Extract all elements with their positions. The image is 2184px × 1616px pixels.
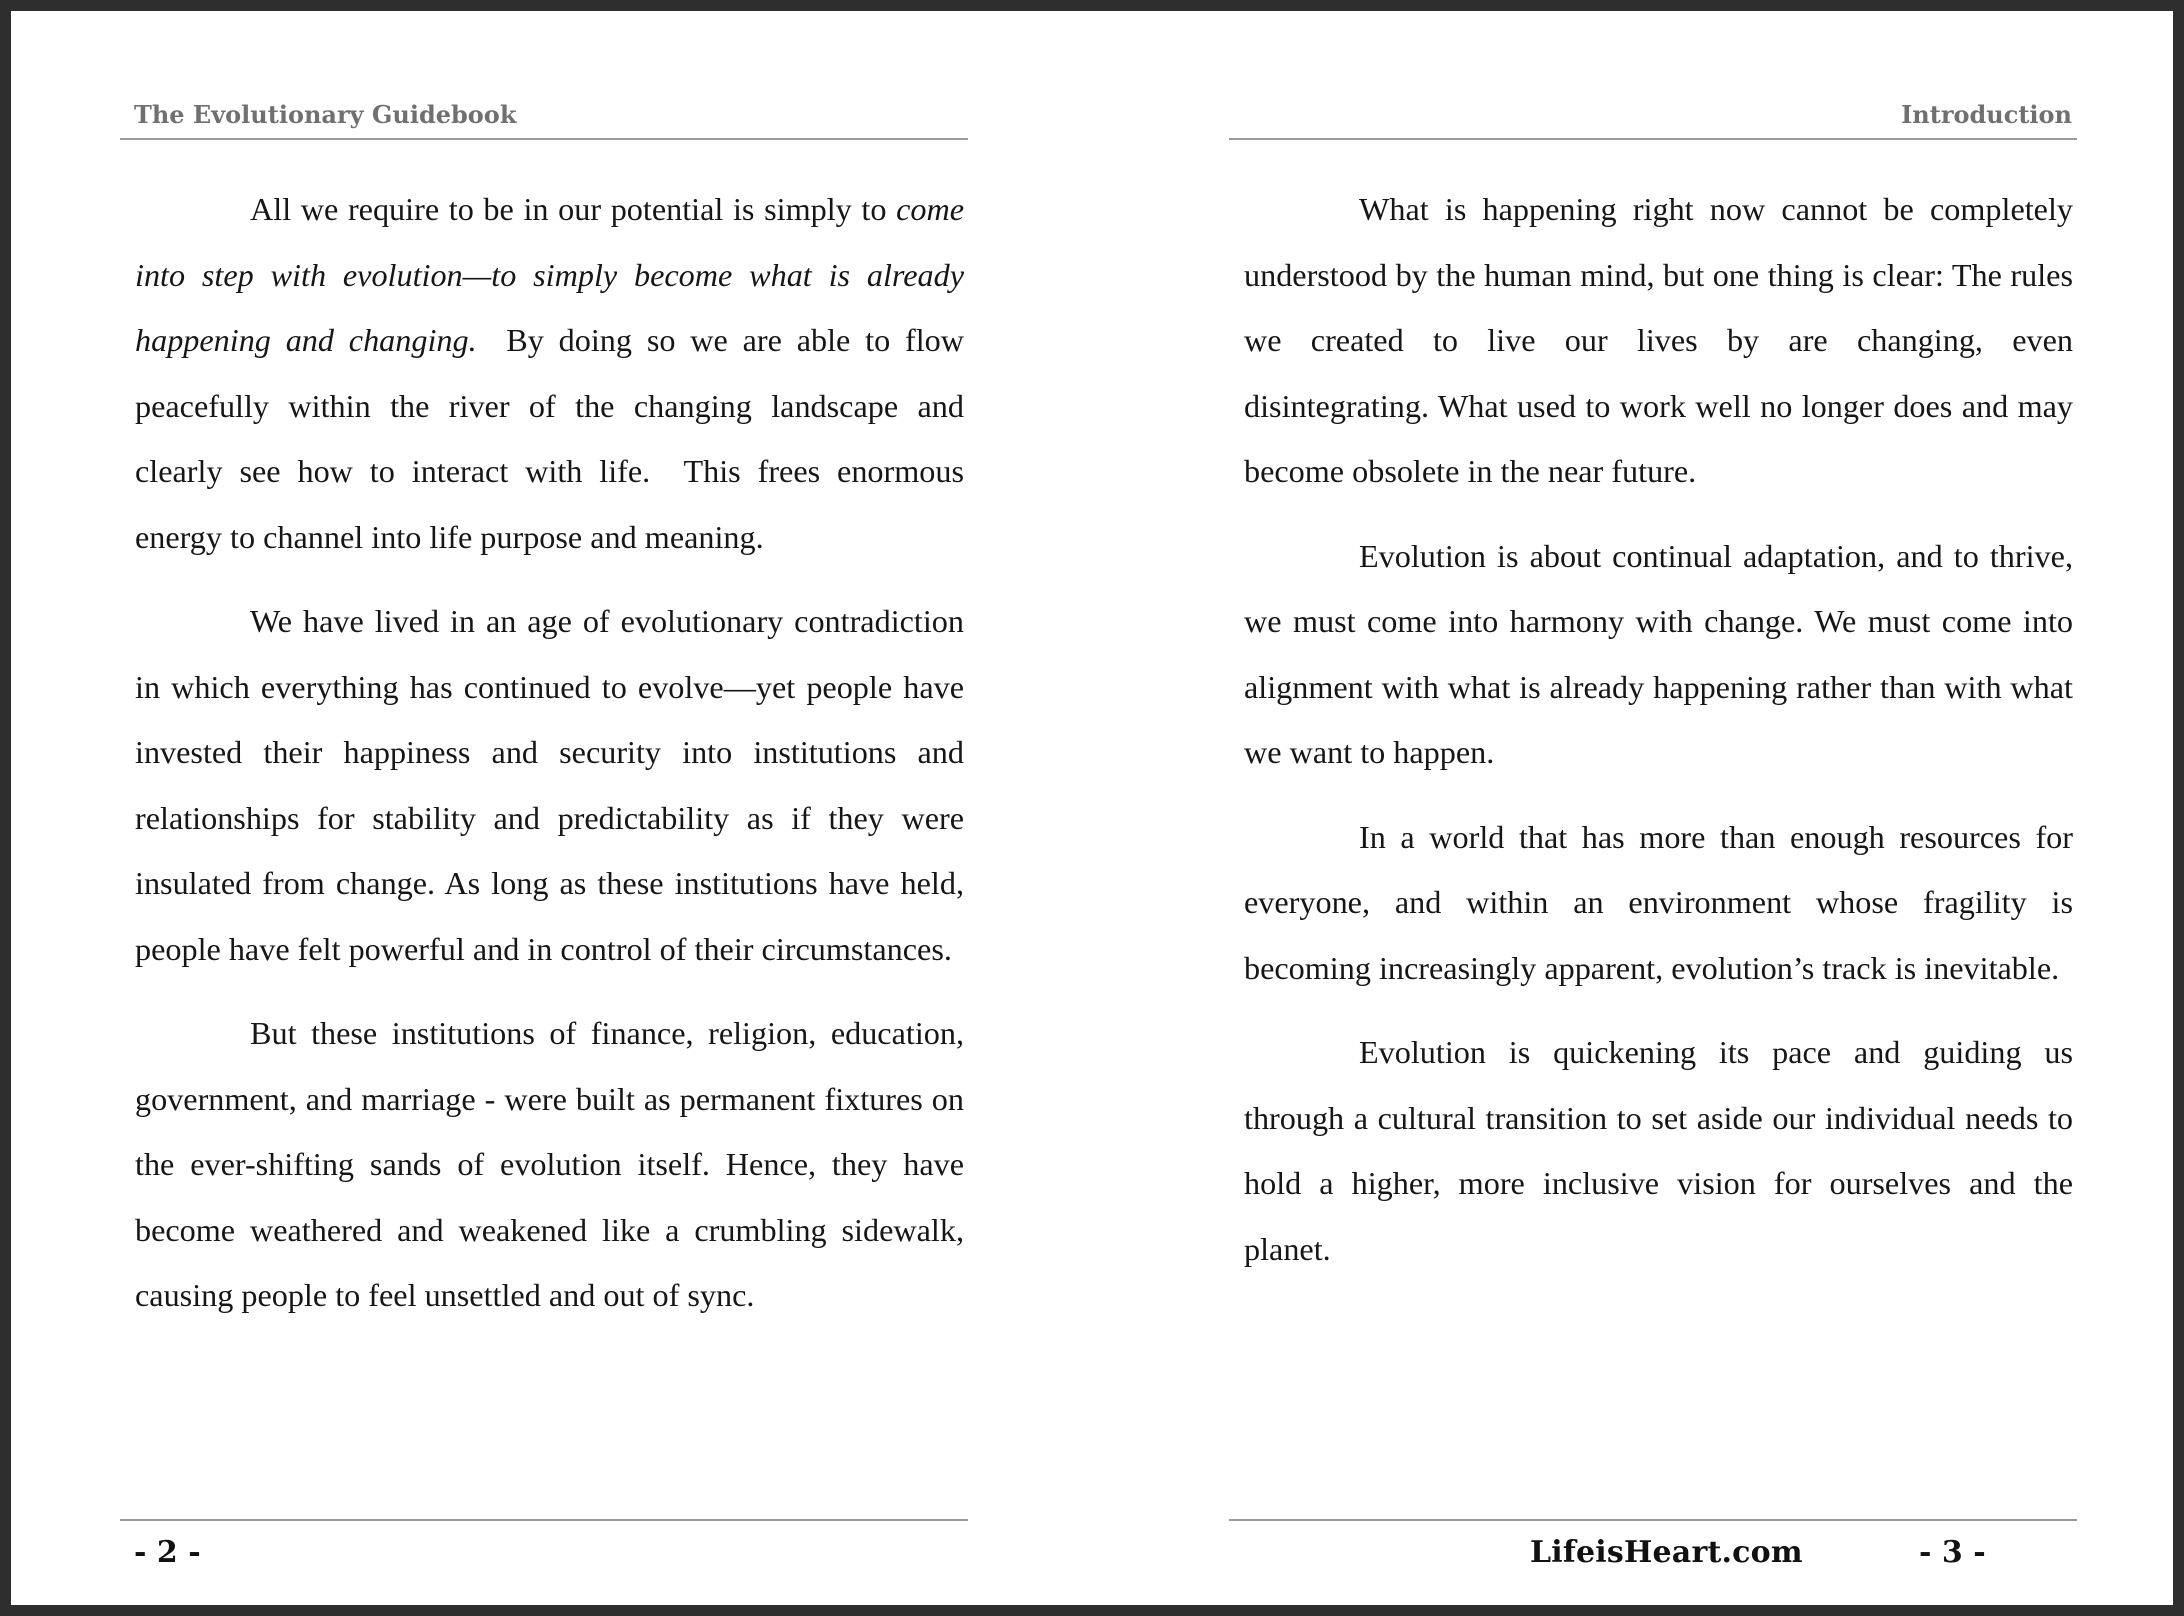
left-page-body — [135, 177, 973, 1348]
running-head-left — [120, 88, 968, 140]
paragraph: We have lived in an age of evolutionary contradiction in which everything has continued to evolve—yet people have invested their happiness and security into institutions and relationships for stability and predictability as if they were insulated from change. As long as these institutions have held, people have felt powerful and in control of their circumstances. — [135, 603, 964, 967]
right-page — [1229, 11, 2077, 1605]
left-page — [120, 11, 973, 1605]
page-number: - 3 - — [1919, 1535, 1986, 1570]
two-page-spread — [11, 11, 2173, 1605]
paragraph-italic-text: come into step with evolution—to simply become what is already happening and changing. — [135, 191, 964, 358]
paragraph: Evolution is quickening its pace and guiding us through a cultural transition to set aside our individual needs to hold a higher, more inclusive vision for ourselves and the planet. — [1244, 1034, 2073, 1267]
footer-right — [1229, 1519, 2077, 1581]
paragraph: In a world that has more than enough resources for everyone, and within an environment whose fragility is becoming increasingly apparent, evolution’s track is inevitable. — [1244, 818, 2073, 986]
paragraph-text: All we require to be in our potential is simply to — [250, 191, 897, 227]
right-page-body — [1244, 177, 2073, 1301]
paragraph: Evolution is about continual adaptation, and to thrive, we must come into harmony with change. We must come into alignment with what is already happening rather than with what we want to happen. — [1244, 537, 2073, 770]
book-title-header: The Evolutionary Guidebook — [134, 100, 517, 129]
paragraph: What is happening right now cannot be completely understood by the human mind, but one thing is clear: The rules we created to live our lives by are changing, even disintegrating. What used to work well no longer does and may become obsolete in the near future. — [1244, 191, 2073, 489]
paragraph — [135, 177, 973, 570]
running-head-right — [1229, 88, 2077, 140]
footer-left — [120, 1519, 968, 1581]
page-number: - 2 - — [134, 1535, 201, 1570]
website-footer-text: LifeisHeart.com — [1530, 1535, 1803, 1570]
paragraph: But these institutions of finance, religion, education, government, and marriage - were built as permanent fixtures on the ever-shifting sands of evolution itself. Hence, they have become weathered and weakened like a crumbling sidewalk, causing people to feel unsettled and out of sync. — [135, 1015, 964, 1313]
paragraph-text: By doing so we are able to flow peacefully within the river of the changing landscape and clearly see how to interact with life. This frees enormous energy to channel into life purpose and meaning. — [135, 322, 973, 555]
chapter-title-header: Introduction — [1901, 100, 2072, 129]
